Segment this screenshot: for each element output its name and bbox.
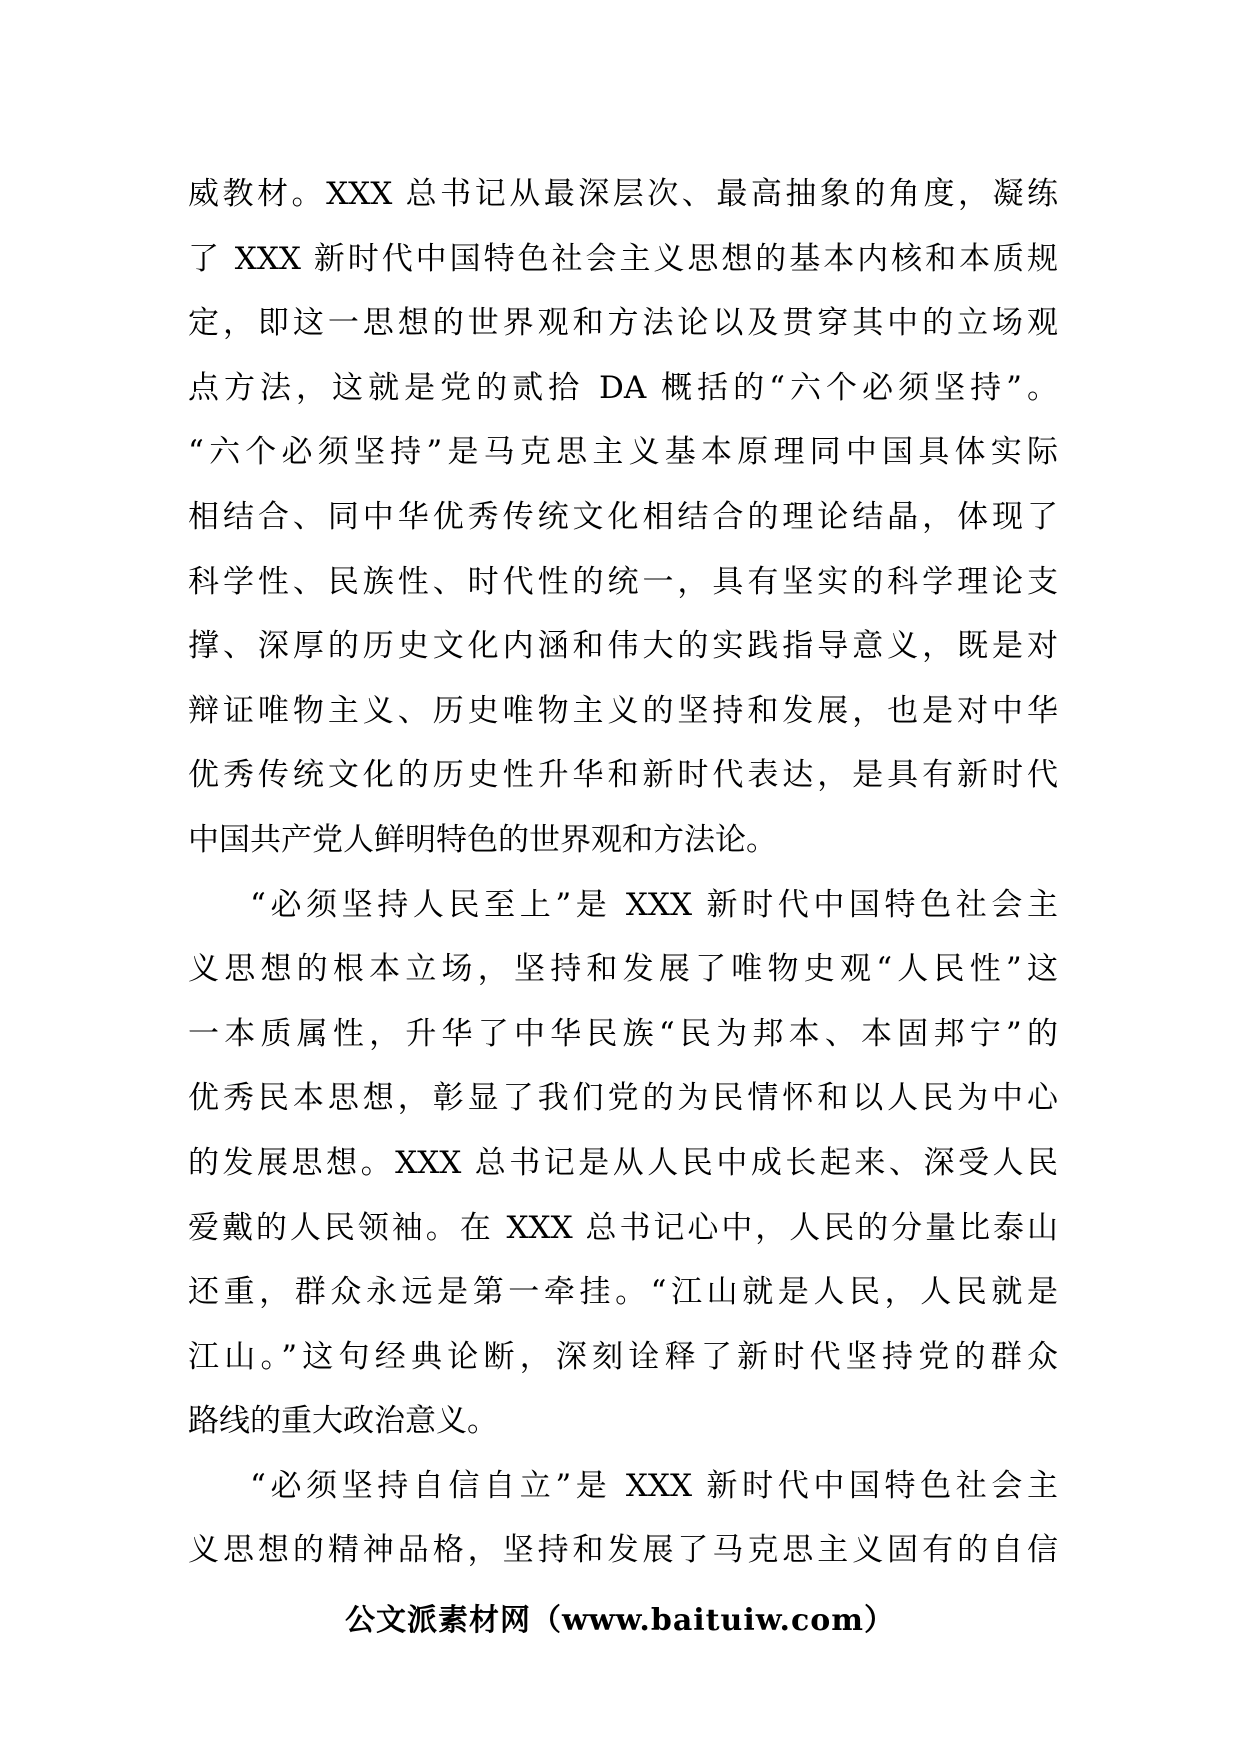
- text-line: 定，即这一思想的世界观和方法论以及贯穿其中的立场观: [188, 305, 1058, 342]
- text-line: 义思想的精神品格，坚持和发展了马克思主义固有的自信: [188, 1532, 1058, 1569]
- text-line: “必须坚持自信自立”是 XXX 新时代中国特色社会主: [250, 1467, 1058, 1504]
- text-line: 义思想的根本立场，坚持和发展了唯物史观“人民性”这: [188, 951, 1058, 988]
- text-line: 还重，群众永远是第一牵挂。“江山就是人民，人民就是: [188, 1274, 1058, 1311]
- text-line: “六个必须坚持”是马克思主义基本原理同中国具体实际: [188, 434, 1058, 471]
- body-text: [188, 162, 1058, 1583]
- text-line: “必须坚持人民至上”是 XXX 新时代中国特色社会主: [250, 886, 1058, 923]
- paragraph: [188, 873, 1058, 1454]
- text-line: 路线的重大政治意义。: [188, 1403, 498, 1440]
- text-line: 一本质属性，升华了中华民族“民为邦本、本固邦宁”的: [188, 1015, 1058, 1052]
- text-line: 优秀民本思想，彰显了我们党的为民情怀和以人民为中心: [188, 1080, 1058, 1117]
- text-line: 点方法，这就是党的贰拾 DA 概括的“六个必须坚持”。: [188, 369, 1058, 406]
- text-line: 优秀传统文化的历史性升华和新时代表达，是具有新时代: [188, 757, 1058, 794]
- text-line: 江山。”这句经典论断，深刻诠释了新时代坚持党的群众: [188, 1338, 1058, 1375]
- text-line: 威教材。XXX 总书记从最深层次、最高抽象的角度，凝练: [188, 176, 1058, 212]
- text-line: 中国共产党人鲜明特色的世界观和方法论。: [188, 821, 777, 858]
- text-line: 撑、深厚的历史文化内涵和伟大的实践指导意义，既是对: [188, 628, 1058, 665]
- text-line: 科学性、民族性、时代性的统一，具有坚实的科学理论支: [188, 563, 1058, 600]
- text-line: 相结合、同中华优秀传统文化相结合的理论结晶，体现了: [188, 498, 1058, 535]
- text-line: 辩证唯物主义、历史唯物主义的坚持和发展，也是对中华: [188, 692, 1058, 729]
- text-line: 的发展思想。XXX 总书记是从人民中成长起来、深受人民: [188, 1144, 1058, 1181]
- paragraph: [188, 1454, 1058, 1583]
- footer-source: 公文派素材网（www.baituiw.com）: [344, 1603, 896, 1638]
- text-line: 了 XXX 新时代中国特色社会主义思想的基本内核和本质规: [188, 240, 1058, 277]
- text-line: 爱戴的人民领袖。在 XXX 总书记心中，人民的分量比泰山: [188, 1209, 1058, 1246]
- paragraph: [188, 162, 1058, 873]
